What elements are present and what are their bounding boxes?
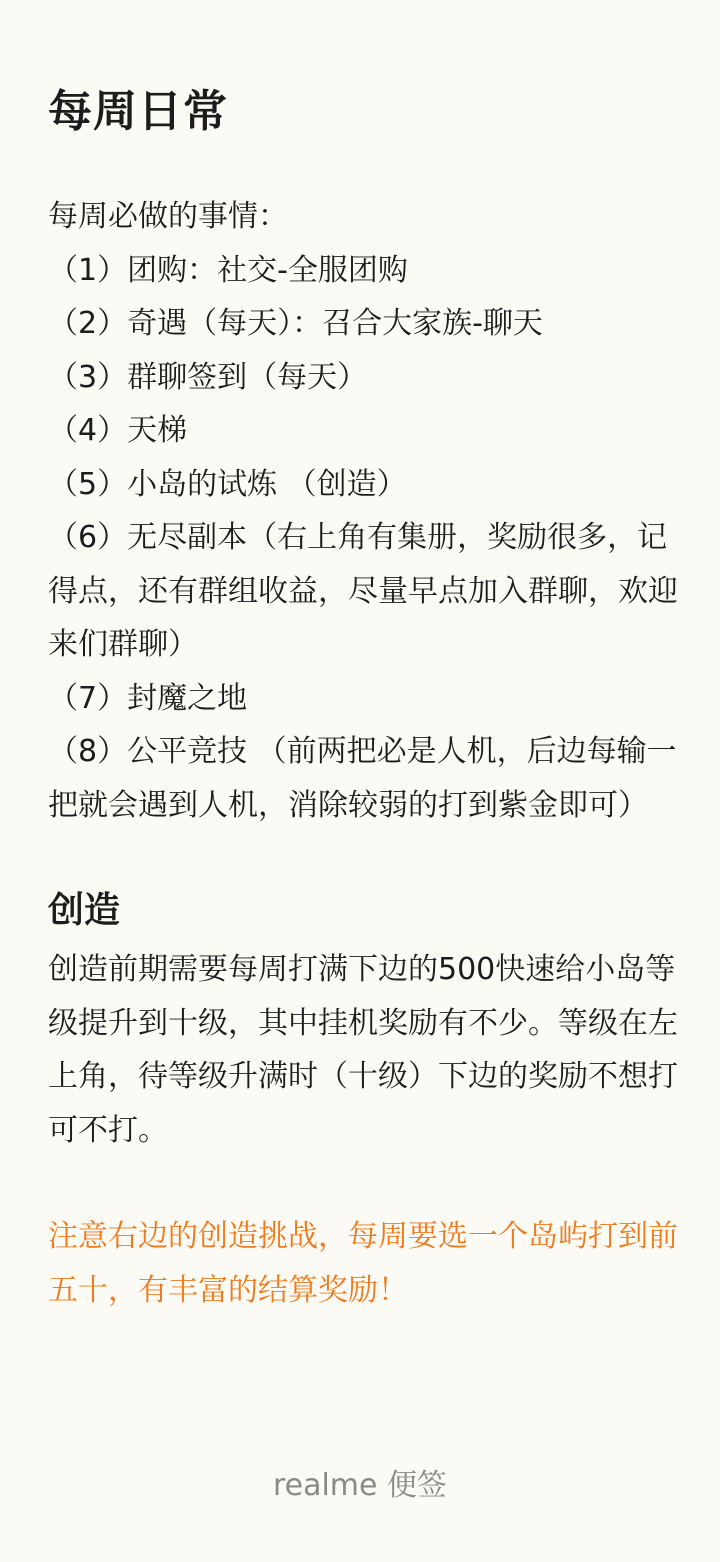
app-watermark: realme 便签	[272, 1468, 448, 1503]
blank-line	[48, 1157, 680, 1210]
section-body: 创造前期需要每周打满下边的500快速给小岛等级提升到十级，其中挂机奖励有不少。等级在左上角，待等级升满时（十级）下边的奖励不想打可不打。	[48, 952, 678, 1148]
list-item: （8）公平竞技 （前两把必是人机，后边每输一把就会遇到人机，消除较弱的打到紫金即可）	[48, 734, 677, 823]
note-title: 每周日常	[48, 86, 228, 137]
list-item: （5）小岛的试炼 （创造）	[48, 466, 407, 502]
list-item: （3）群聊签到（每天）	[48, 359, 368, 395]
intro-text: 每周必做的事情：	[48, 199, 288, 234]
section-title: 创造	[48, 890, 121, 931]
list-item: （4）天梯	[48, 413, 188, 448]
list-item: （2）奇遇（每天）：召合大家族-聊天	[48, 306, 543, 341]
list-item: （7）封魔之地	[48, 680, 248, 716]
task-list	[48, 244, 680, 833]
note-content[interactable]	[48, 80, 680, 1317]
highlight-text: 注意右边的创造挑战，每周要选一个岛屿打到前五十，有丰富的结算奖励！	[48, 1219, 678, 1308]
list-item: （6）无尽副本（右上角有集册，奖励很多，记得点，还有群组收益，尽量早点加入群聊，欢迎来们群聊）	[48, 520, 678, 662]
list-item: （1）团购：社交-全服团购	[48, 252, 408, 288]
blank-line	[48, 832, 680, 885]
